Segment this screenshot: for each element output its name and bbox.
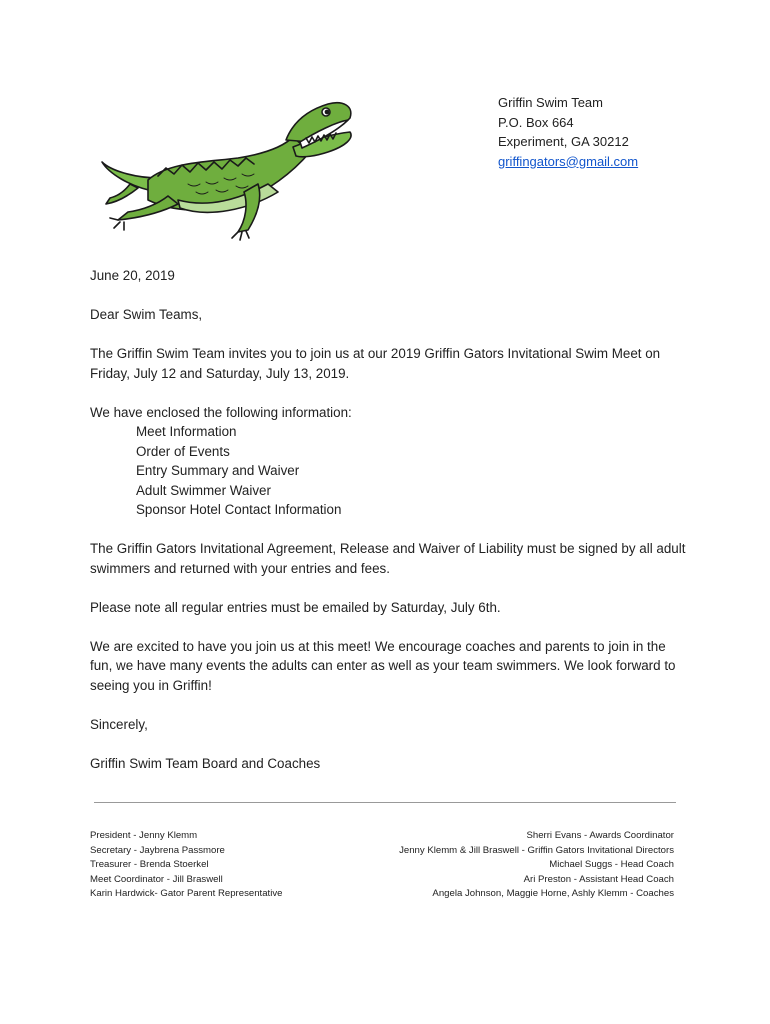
coach-member: Jenny Klemm & Jill Braswell - Griffin Gators Invitational Directors [399, 844, 674, 856]
alligator-logo-icon [88, 92, 368, 252]
waiver-paragraph: The Griffin Gators Invitational Agreement, Release and Waiver of Liability must be signed by all adult swimmers and returned with your entries and fees. [90, 541, 686, 576]
board-member: Karin Hardwick- Gator Parent Representative [90, 888, 283, 900]
salutation: Dear Swim Teams, [90, 307, 203, 322]
org-name: Griffin Swim Team [498, 95, 603, 110]
signature: Griffin Swim Team Board and Coaches [90, 755, 321, 771]
coach-member: Angela Johnson, Maggie Horne, Ashly Klemm - Coaches [432, 888, 674, 900]
alligator-logo [88, 92, 368, 252]
deadline-paragraph: Please note all regular entries must be emailed by Saturday, July 6th. [90, 599, 501, 615]
closing-paragraph: We are excited to have you join us at this meet! We encourage coaches and parents to join in the fun, we have many events the adults can enter as well as your team swimmers. We look forward to seeing you in Griffin! [90, 638, 676, 693]
board-member: Treasurer - Brenda Stoerkel [90, 859, 209, 871]
footer-board-list [90, 829, 283, 902]
enclosure-item: Order of Events [136, 443, 230, 459]
enclosure-item: Sponsor Hotel Contact Information [136, 502, 342, 517]
po-box: P.O. Box 664 [498, 114, 574, 130]
closing: Sincerely, [90, 716, 148, 732]
letter-body [90, 266, 690, 793]
return-address [498, 93, 638, 171]
city-state-zip: Experiment, GA 30212 [498, 134, 629, 149]
coach-member: Sherri Evans - Awards Coordinator [526, 830, 674, 841]
enclosure-item: Meet Information [136, 424, 237, 439]
enclosure-item: Entry Summary and Waiver [136, 463, 300, 478]
coach-member: Michael Suggs - Head Coach [549, 859, 674, 871]
board-member: Secretary - Jaybrena Passmore [90, 844, 225, 856]
board-member: Meet Coordinator - Jill Braswell [90, 873, 223, 885]
footer-divider [94, 802, 676, 803]
letter-date: June 20, 2019 [90, 268, 175, 283]
invitation-paragraph: The Griffin Swim Team invites you to join us at our 2019 Griffin Gators Invitational Swim Meet on Friday, July 12 and Saturday, July 13, 2019. [90, 346, 661, 381]
footer-coach-list [399, 829, 674, 902]
enclosure-list [90, 422, 690, 520]
coach-member: Ari Preston - Assistant Head Coach [523, 873, 674, 885]
enclosure-item: Adult Swimmer Waiver [136, 482, 271, 498]
board-member: President - Jenny Klemm [90, 830, 198, 841]
enclosed-intro: We have enclosed the following information: [90, 404, 352, 420]
email-link[interactable]: griffingators@gmail.com [498, 153, 639, 169]
